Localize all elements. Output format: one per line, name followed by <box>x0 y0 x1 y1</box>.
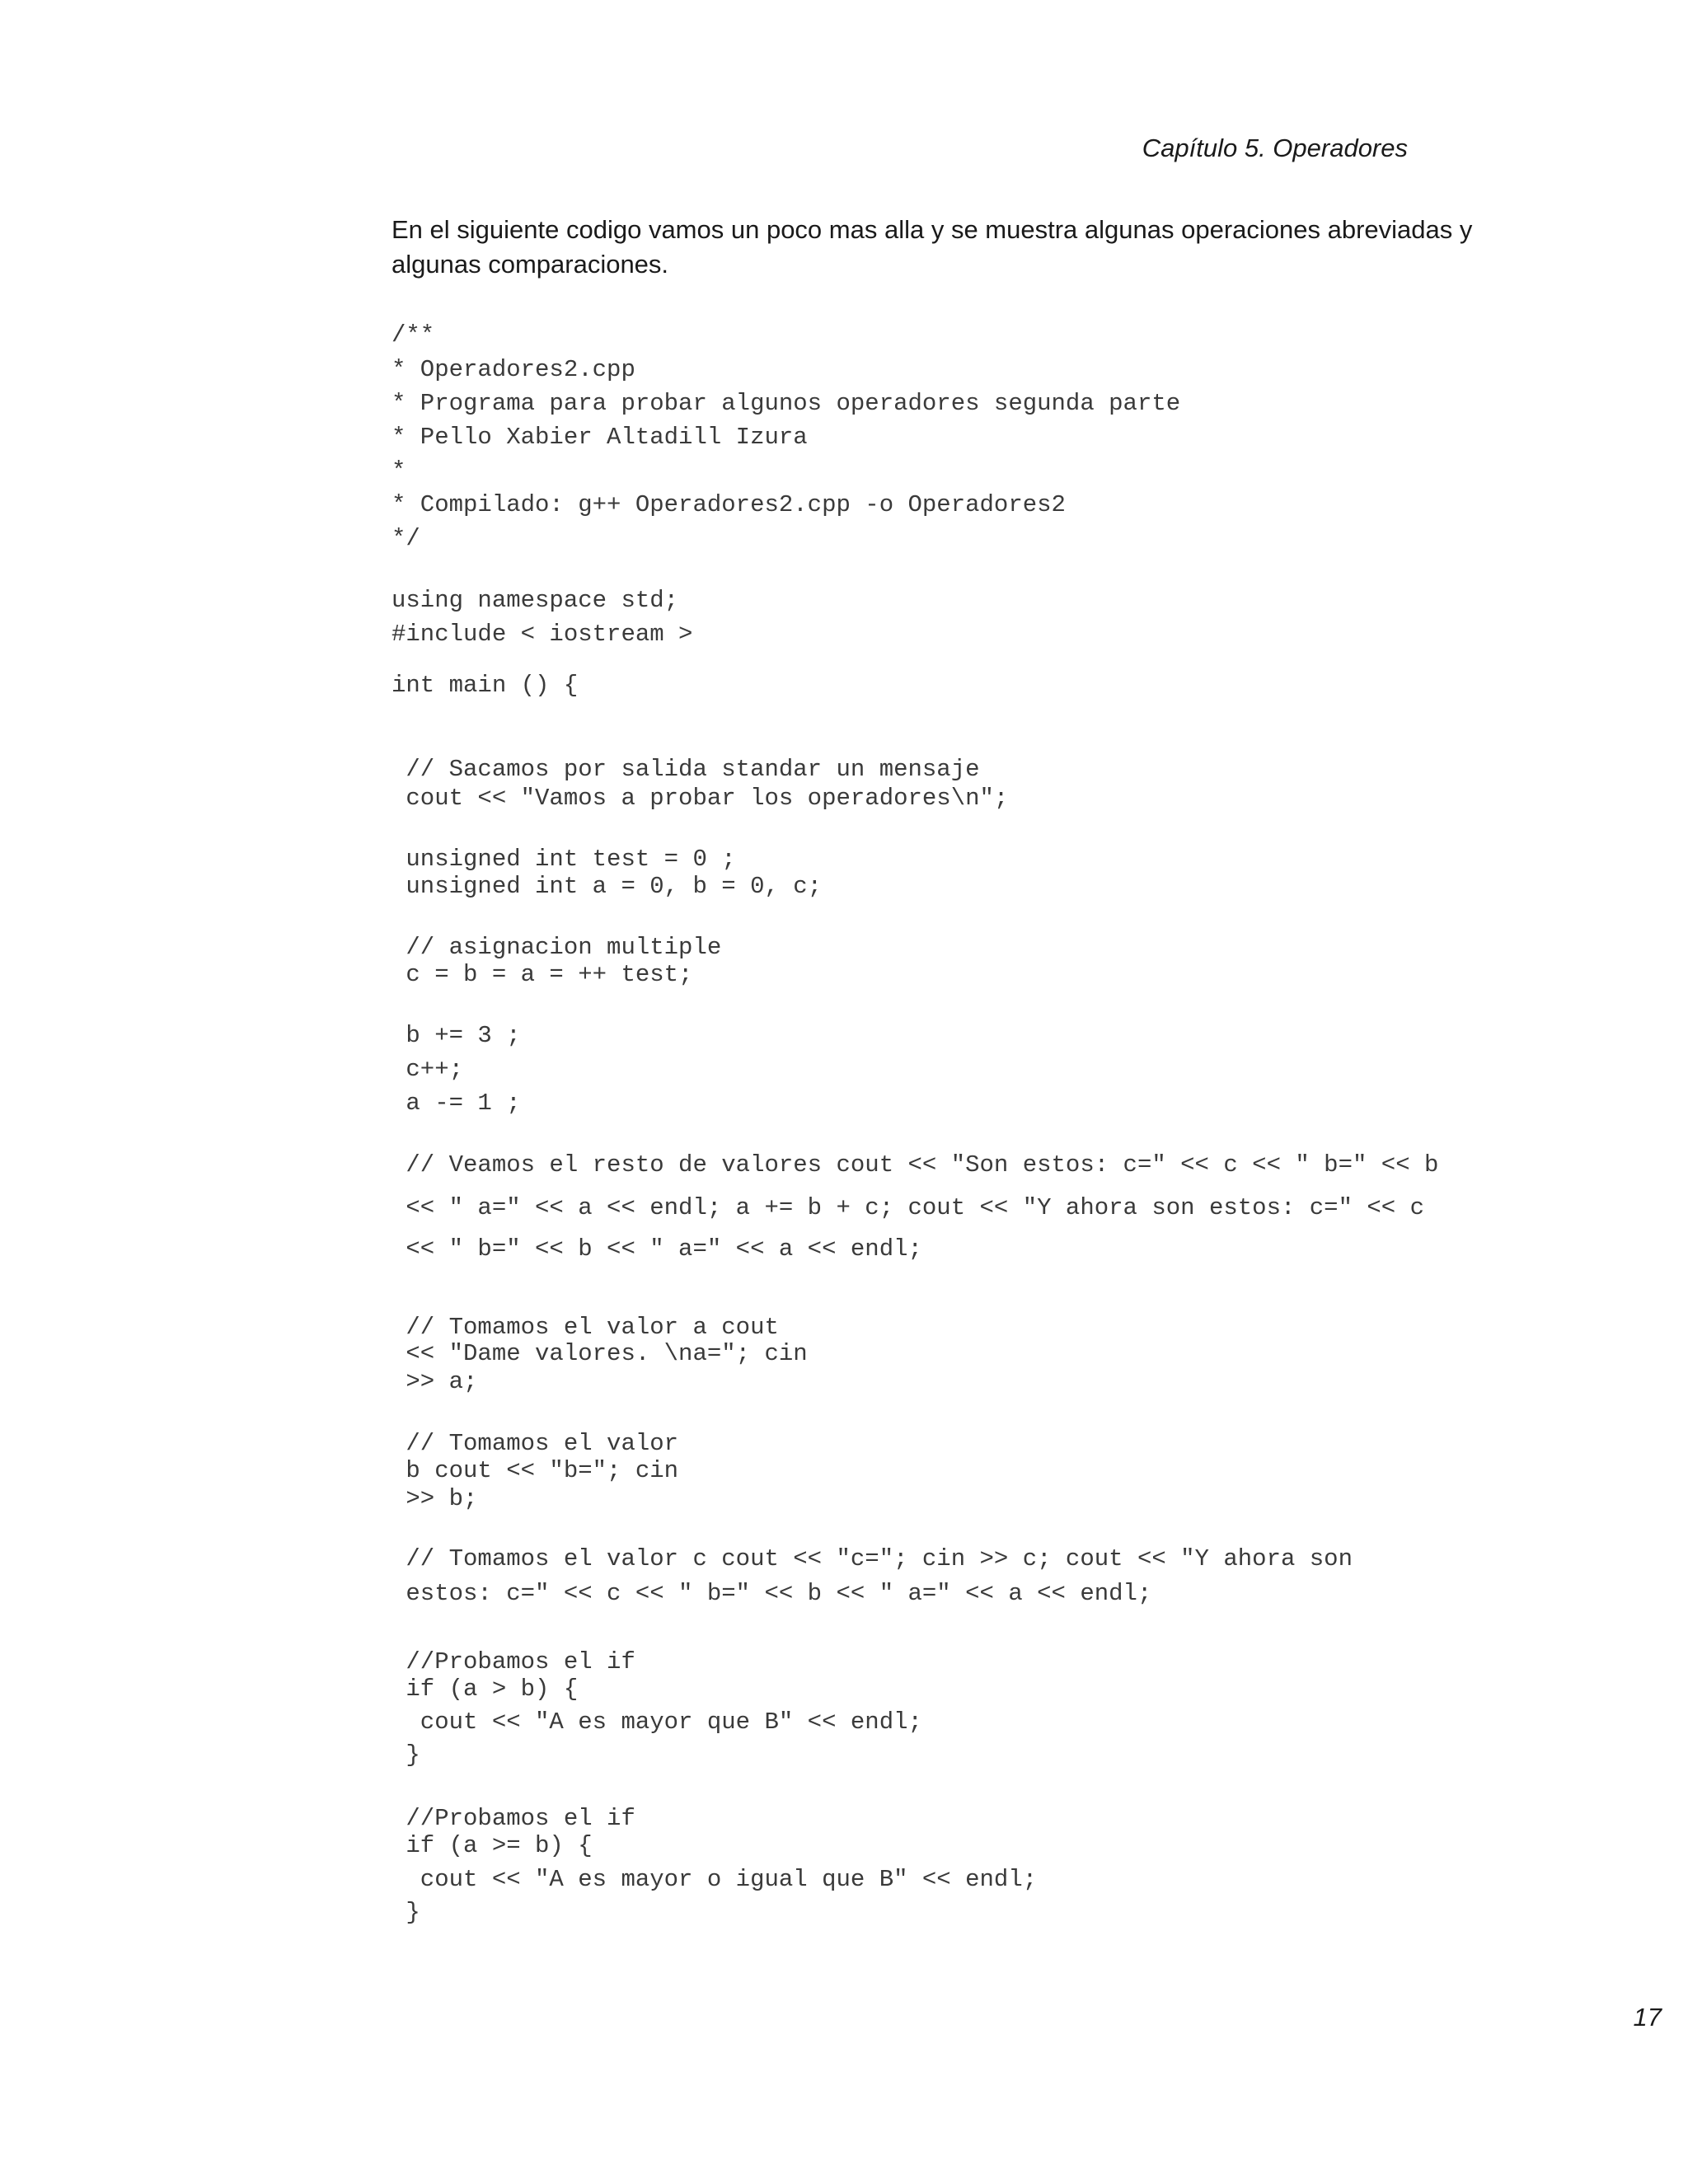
code-line: * <box>392 457 406 485</box>
code-line: * Operadores2.cpp <box>392 356 635 383</box>
code-line: // asignacion multiple <box>392 934 722 961</box>
intro-paragraph: En el siguiente codigo vamos un poco mas alla y se muestra algunas operaciones abreviadas y algunas comparaciones. <box>392 215 1473 279</box>
code-line: if (a >= b) { <box>392 1832 593 1859</box>
code-line: } <box>392 1741 420 1769</box>
code-line: // Tomamos el valor <box>392 1430 679 1457</box>
code-line: c = b = a = ++ test; <box>392 961 693 988</box>
code-line: // Tomamos el valor a cout <box>392 1314 779 1341</box>
code-line: >> b; <box>392 1485 478 1512</box>
code-line: b cout << "b="; cin <box>392 1457 679 1484</box>
code-line: b += 3 ; <box>392 1022 521 1049</box>
code-line: // Sacamos por salida standar un mensaje <box>392 756 980 783</box>
code-line: a -= 1 ; <box>392 1090 521 1117</box>
page-number: 17 <box>1633 2003 1662 2032</box>
code-line: if (a > b) { <box>392 1675 579 1703</box>
code-line: */ <box>392 525 420 552</box>
code-line: } <box>392 1899 420 1926</box>
code-line: using namespace std; <box>392 587 679 614</box>
code-line: cout << "Vamos a probar los operadores\n"; <box>392 785 1009 812</box>
code-line: * Pello Xabier Altadill Izura <box>392 424 808 451</box>
code-line: * Compilado: g++ Operadores2.cpp -o Operadores2 <box>392 491 1066 518</box>
code-line: c++; <box>392 1056 464 1083</box>
code-line: estos: c=" << c << " b=" << b << " a=" << a << endl; <box>392 1580 1152 1607</box>
code-line: << " b=" << b << " a=" << a << endl; <box>392 1235 922 1263</box>
code-line: << " a=" << a << endl; a += b + c; cout << "Y ahora son estos: c=" << c <box>392 1194 1425 1221</box>
code-line: << "Dame valores. \na="; cin <box>392 1340 808 1367</box>
code-line: * Programa para probar algunos operadores segunda parte <box>392 390 1181 417</box>
code-line: unsigned int test = 0 ; <box>392 846 736 873</box>
code-line: // Tomamos el valor c cout << "c="; cin >> c; cout << "Y ahora son <box>392 1545 1353 1572</box>
code-line: int main () { <box>392 672 579 699</box>
code-line: //Probamos el if <box>392 1805 635 1832</box>
code-line: /** <box>392 321 435 349</box>
chapter-title: Capítulo 5. Operadores <box>1142 134 1408 162</box>
code-line: >> a; <box>392 1368 478 1395</box>
code-line: unsigned int a = 0, b = 0, c; <box>392 873 823 900</box>
code-line: // Veamos el resto de valores cout << "Son estos: c=" << c << " b=" << b <box>392 1151 1439 1179</box>
code-line: cout << "A es mayor que B" << endl; <box>392 1708 922 1736</box>
code-line: //Probamos el if <box>392 1648 635 1675</box>
code-line: #include < iostream > <box>392 621 693 648</box>
code-line: cout << "A es mayor o igual que B" << endl; <box>392 1866 1038 1893</box>
